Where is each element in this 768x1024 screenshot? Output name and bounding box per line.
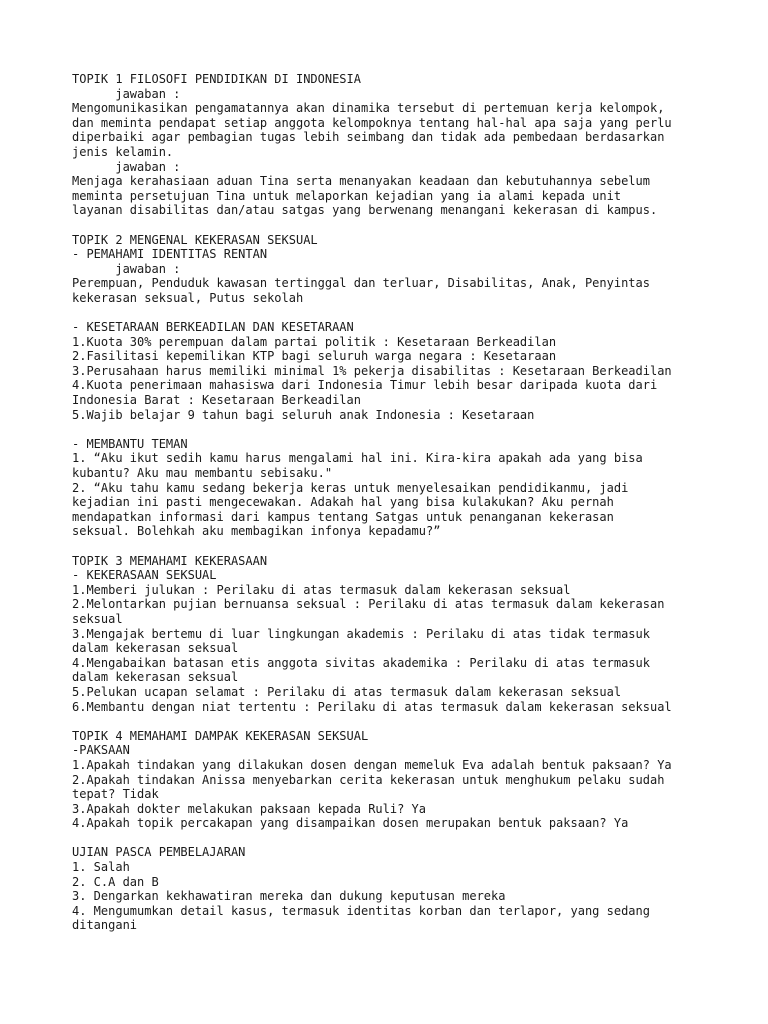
text-line: meminta persetujuan Tina untuk melaporkan kejadian yang ia alami kepada unit — [72, 188, 622, 203]
text-line: tepat? Tidak — [72, 787, 159, 802]
text-line: dalam kekerasan seksual — [72, 641, 239, 656]
text-line: Perempuan, Penduduk kawasan tertinggal dan terluar, Disabilitas, Anak, Penyintas — [72, 276, 650, 291]
text-line: 1.Kuota 30% perempuan dalam partai politik : Kesetaraan Berkeadilan — [72, 334, 557, 349]
text-line: jawaban : — [72, 159, 181, 174]
text-line: kejadian ini pasti mengecewakan. Adakah hal yang bisa kulakukan? Aku pernah — [72, 495, 614, 510]
text-line: Menjaga kerahasiaan aduan Tina serta menanyakan keadaan dan kebutuhannya sebelum — [72, 174, 650, 189]
text-line: Indonesia Barat : Kesetaraan Berkeadilan — [72, 393, 361, 408]
text-line: jawaban : — [72, 86, 181, 101]
text-line — [72, 714, 722, 729]
text-line: 5.Wajib belajar 9 tahun bagi seluruh anak Indonesia : Kesetaraan — [72, 407, 535, 422]
text-line: kubantu? Aku mau membantu sebisaku." — [72, 466, 333, 481]
text-line: 1. “Aku ikut sedih kamu harus mengalami hal ini. Kira-kira apakah ada yang bisa — [72, 451, 643, 466]
text-line: 3.Apakah dokter melakukan paksaan kepada Ruli? Ya — [72, 801, 427, 816]
text-line: dan meminta pendapat setiap anggota kelompoknya tentang hal-hal apa saja yang perlu — [72, 115, 672, 130]
text-line: -PAKSAAN — [72, 743, 130, 758]
text-line: TOPIK 2 MENGENAL KEKERASAN SEKSUAL — [72, 232, 318, 247]
text-line: 3.Mengajak bertemu di luar lingkungan akademis : Perilaku di atas tidak termasuk — [72, 626, 650, 641]
text-line: 2. C.A dan B — [72, 874, 159, 889]
text-line: 1.Apakah tindakan yang dilakukan dosen dengan memeluk Eva adalah bentuk paksaan? Ya — [72, 757, 672, 772]
text-line: 3. Dengarkan kekhawatiran mereka dan dukung keputusan mereka — [72, 889, 506, 904]
text-line: TOPIK 3 MEMAHAMI KEKERASAAN — [72, 553, 268, 568]
text-line: 4.Apakah topik percakapan yang disampaikan dosen merupakan bentuk paksaan? Ya — [72, 816, 629, 831]
text-line: TOPIK 4 MEMAHAMI DAMPAK KEKERASAN SEKSUAL — [72, 728, 369, 743]
text-line — [72, 218, 722, 233]
text-line: - KESETARAAN BERKEADILAN DAN KESETARAAN — [72, 320, 354, 335]
text-line: Mengomunikasikan pengamatannya akan dinamika tersebut di pertemuan kerja kelompok, — [72, 101, 665, 116]
text-line: 1.Memberi julukan : Perilaku di atas termasuk dalam kekerasan seksual — [72, 582, 571, 597]
text-line: diperbaiki agar pembagian tugas lebih seimbang dan tidak ada pembedaan berdasarkan — [72, 130, 665, 145]
text-line: 4.Mengabaikan batasan etis anggota sivitas akademika : Perilaku di atas termasuk — [72, 655, 650, 670]
text-line: dalam kekerasan seksual — [72, 670, 239, 685]
text-line: 2.Melontarkan pujian bernuansa seksual : Perilaku di atas termasuk dalam kekerasan — [72, 597, 665, 612]
text-line: kekerasan seksual, Putus sekolah — [72, 290, 304, 305]
text-line — [72, 306, 722, 321]
text-line: TOPIK 1 FILOSOFI PENDIDIKAN DI INDONESIA — [72, 72, 361, 86]
text-line: 4.Kuota penerimaan mahasiswa dari Indonesia Timur lebih besar daripada kuota dari — [72, 378, 658, 393]
text-line: ditangani — [72, 918, 138, 933]
text-line: 1. Salah — [72, 860, 130, 875]
text-line: - MEMBANTU TEMAN — [72, 436, 188, 451]
text-line: 6.Membantu dengan niat tertentu : Perilaku di atas termasuk dalam kekerasan seksual — [72, 699, 672, 714]
text-line: 2.Fasilitasi kepemilikan KTP bagi seluruh warga negara : Kesetaraan — [72, 349, 557, 364]
text-line: - KEKERASAAN SEKSUAL — [72, 568, 217, 583]
text-line: UJIAN PASCA PEMBELAJARAN — [72, 845, 246, 860]
text-line — [72, 539, 722, 554]
text-line: mendapatkan informasi dari kampus tentang Satgas untuk penanganan kekerasan — [72, 509, 614, 524]
text-line: jenis kelamin. — [72, 144, 174, 159]
text-line: layanan disabilitas dan/atau satgas yang berwenang menangani kekerasan di kampus. — [72, 203, 658, 218]
text-line: 2.Apakah tindakan Anissa menyebarkan cerita kekerasan untuk menghukum pelaku sudah — [72, 772, 665, 787]
text-line: jawaban : — [72, 261, 181, 276]
text-line: - PEMAHAMI IDENTITAS RENTAN — [72, 247, 268, 262]
text-line — [72, 422, 722, 437]
text-line: seksual. Bolehkah aku membagikan infonya kepadamu?” — [72, 524, 441, 539]
document-body — [72, 72, 722, 933]
text-line: 4. Mengumumkan detail kasus, termasuk identitas korban dan terlapor, yang sedang — [72, 903, 650, 918]
text-line: 2. “Aku tahu kamu sedang bekerja keras untuk menyelesaikan pendidikanmu, jadi — [72, 480, 629, 495]
text-line: 5.Pelukan ucapan selamat : Perilaku di atas termasuk dalam kekerasan seksual — [72, 684, 622, 699]
text-line: seksual — [72, 611, 123, 626]
text-line — [72, 831, 722, 846]
text-line: 3.Perusahaan harus memiliki minimal 1% pekerja disabilitas : Kesetaraan Berkeadilan — [72, 363, 672, 378]
